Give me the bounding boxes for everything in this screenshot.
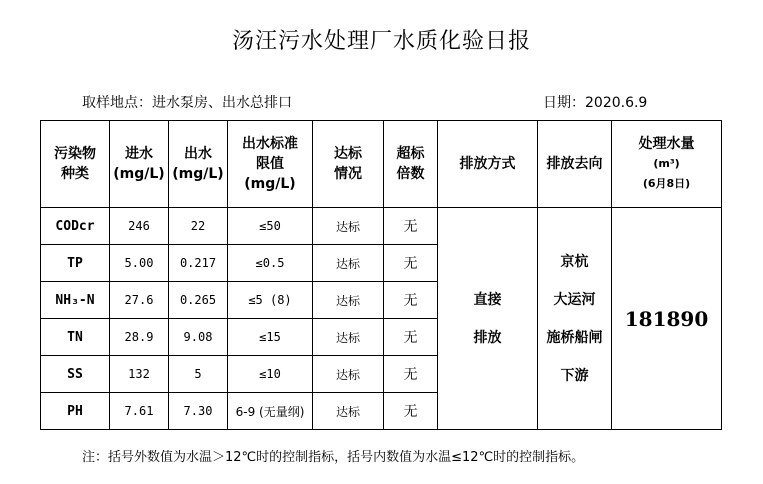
header-influent-unit: (mg/L) — [113, 166, 165, 182]
compliance-cell: 达标 — [313, 282, 384, 319]
influent-cell: 27.6 — [110, 282, 169, 319]
compliance-cell: 达标 — [313, 319, 384, 356]
influent-cell: 7.61 — [110, 393, 169, 430]
header-volume-line1: 处理水量 — [638, 136, 695, 152]
effluent-cell: 0.217 — [169, 245, 228, 282]
header-effluent — [169, 121, 228, 208]
standard-cell: ≤10 — [228, 356, 313, 393]
compliance-cell: 达标 — [313, 393, 384, 430]
pollutant-cell: SS — [41, 356, 110, 393]
header-standard-line1: 出水标准 — [242, 136, 298, 152]
header-standard — [228, 121, 313, 208]
discharge-method-cell — [438, 208, 538, 430]
influent-cell: 132 — [110, 356, 169, 393]
water-quality-table — [40, 120, 722, 430]
pollutant-cell: PH — [41, 393, 110, 430]
effluent-cell: 5 — [169, 356, 228, 393]
exceed-cell: 无 — [384, 319, 438, 356]
influent-cell: 28.9 — [110, 319, 169, 356]
discharge-method-line1: 直接 — [473, 291, 502, 308]
exceed-cell: 无 — [384, 282, 438, 319]
header-discharge-destination: 排放去向 — [538, 121, 612, 208]
header-effluent-line1: 出水 — [184, 146, 212, 162]
discharge-method-line2: 排放 — [473, 329, 502, 346]
discharge-destination-cell — [538, 208, 612, 430]
sampling-location: 取样地点：进水泵房、出水总排口 — [82, 95, 292, 111]
standard-cell: ≤5 (8) — [228, 282, 313, 319]
compliance-cell: 达标 — [313, 208, 384, 245]
destination-line4: 下游 — [560, 367, 589, 384]
exceed-cell: 无 — [384, 245, 438, 282]
compliance-cell: 达标 — [313, 245, 384, 282]
header-pollutant-line1: 污染物 — [54, 146, 96, 162]
pollutant-cell: TN — [41, 319, 110, 356]
exceed-cell: 无 — [384, 393, 438, 430]
effluent-cell: 9.08 — [169, 319, 228, 356]
treated-volume-cell: 181890 — [612, 208, 722, 430]
header-pollutant — [41, 121, 110, 208]
header-standard-unit: (mg/L) — [244, 176, 296, 192]
effluent-cell: 7.30 — [169, 393, 228, 430]
header-pollutant-line2: 种类 — [61, 166, 89, 182]
standard-cell: ≤15 — [228, 319, 313, 356]
header-discharge-method: 排放方式 — [438, 121, 538, 208]
standard-cell: 6-9 (无量纲) — [228, 393, 313, 430]
header-influent — [110, 121, 169, 208]
header-exceed-line2: 倍数 — [396, 166, 425, 182]
footnote: 注：括号外数值为水温＞12℃时的控制指标，括号内数值为水温≤12℃时的控制指标。 — [82, 450, 585, 465]
header-volume-unit: (m³) — [653, 157, 680, 170]
destination-line3: 施桥船闸 — [546, 329, 603, 346]
header-effluent-unit: (mg/L) — [172, 166, 224, 182]
effluent-cell: 22 — [169, 208, 228, 245]
standard-cell: ≤50 — [228, 208, 313, 245]
table-row — [41, 208, 722, 245]
pollutant-cell: TP — [41, 245, 110, 282]
exceed-cell: 无 — [384, 356, 438, 393]
header-volume — [612, 121, 722, 208]
header-row — [41, 121, 722, 208]
pollutant-cell: CODcr — [41, 208, 110, 245]
effluent-cell: 0.265 — [169, 282, 228, 319]
report-date: 日期：2020.6.9 — [543, 95, 648, 111]
compliance-cell: 达标 — [313, 356, 384, 393]
header-exceed — [384, 121, 438, 208]
header-influent-line1: 进水 — [125, 146, 153, 162]
header-standard-line2: 限值 — [256, 156, 284, 172]
exceed-cell: 无 — [384, 208, 438, 245]
report-title: 汤汪污水处理厂水质化验日报 — [231, 29, 531, 54]
header-compliance-line1: 达标 — [334, 146, 362, 162]
destination-line1: 京杭 — [560, 253, 589, 270]
influent-cell: 246 — [110, 208, 169, 245]
header-volume-date: (6月8日) — [642, 177, 691, 190]
header-compliance — [313, 121, 384, 208]
header-exceed-line1: 超标 — [396, 146, 425, 162]
standard-cell: ≤0.5 — [228, 245, 313, 282]
pollutant-cell: NH₃-N — [41, 282, 110, 319]
destination-line2: 大运河 — [553, 291, 596, 308]
influent-cell: 5.00 — [110, 245, 169, 282]
header-compliance-line2: 情况 — [334, 166, 362, 182]
